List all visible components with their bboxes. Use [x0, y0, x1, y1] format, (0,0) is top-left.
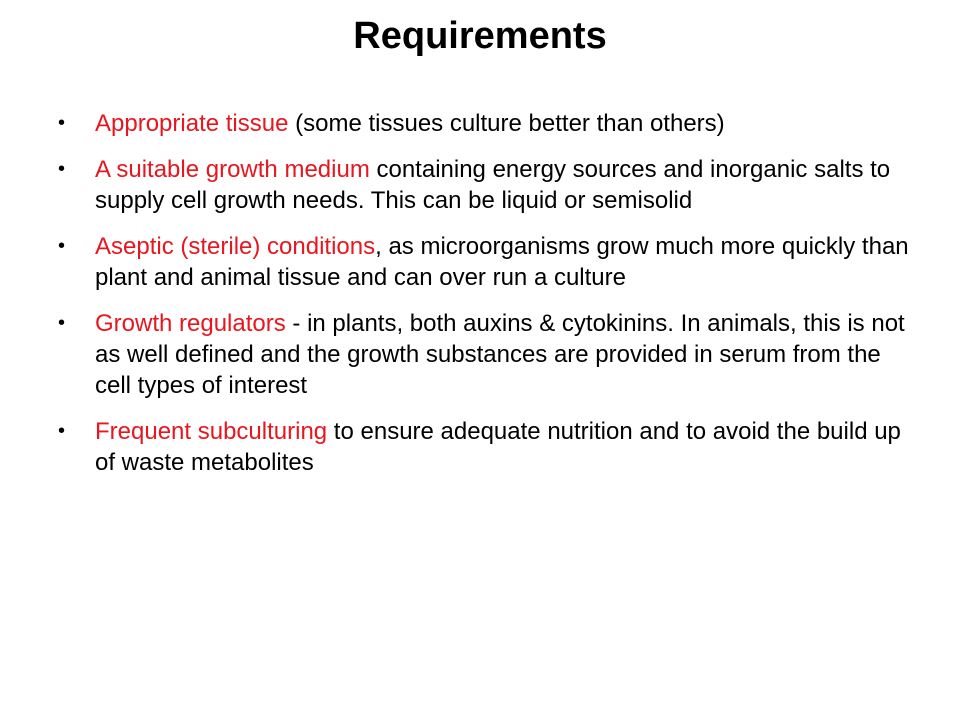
- bullet-item-growth-regulators: [58, 308, 913, 401]
- bullet-item-subculturing: [58, 416, 913, 478]
- bullet-list: [58, 108, 913, 493]
- bullet-text: (some tissues culture better than others): [288, 110, 725, 137]
- bullet-term: Growth regulators: [95, 310, 286, 337]
- bullet-text: - in plants, both auxins & cytokinins. In animals, this is not as well defined and the growth substances are provided in serum from the cell types of interest: [95, 310, 905, 399]
- bullet-term: Frequent subculturing: [95, 418, 328, 445]
- bullet-dot-icon: •: [58, 158, 66, 180]
- bullet-dot-icon: •: [58, 312, 66, 334]
- bullet-term: Aseptic (sterile) conditions: [95, 233, 376, 260]
- bullet-text: , as microorganisms grow much more quickly than plant and animal tissue and can over run a culture: [95, 233, 909, 291]
- bullet-term: Appropriate tissue: [95, 110, 289, 137]
- bullet-text: containing energy sources and inorganic salts to supply cell growth needs. This can be liquid or semisolid: [95, 156, 891, 214]
- slide-title: Requirements: [353, 15, 607, 57]
- bullet-dot-icon: •: [58, 112, 66, 134]
- bullet-text: to ensure adequate nutrition and to avoid the build up of waste metabolites: [95, 418, 901, 476]
- bullet-item-appropriate-tissue: [58, 108, 913, 139]
- bullet-dot-icon: •: [58, 235, 66, 257]
- bullet-item-aseptic-conditions: [58, 231, 913, 293]
- bullet-dot-icon: •: [58, 420, 66, 442]
- bullet-item-growth-medium: [58, 154, 913, 216]
- bullet-term: A suitable growth medium: [95, 156, 370, 183]
